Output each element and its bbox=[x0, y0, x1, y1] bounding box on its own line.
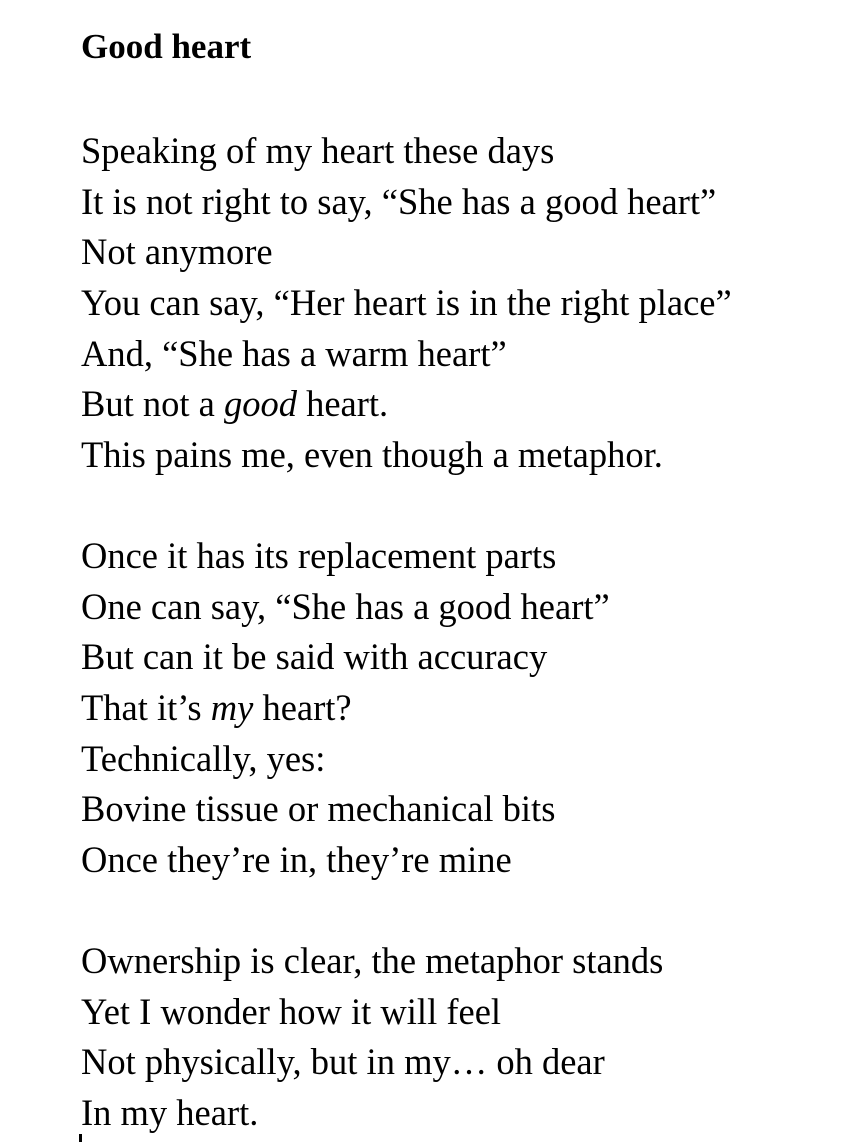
text-cursor bbox=[79, 1134, 82, 1142]
poem-line: Once they’re in, they’re mine bbox=[81, 839, 512, 881]
stanza-3 bbox=[81, 936, 663, 1139]
line-text: But not a bbox=[81, 383, 224, 425]
poem-line: Speaking of my heart these days bbox=[81, 130, 555, 171]
poem-line: Yet I wonder how it will feel bbox=[81, 990, 502, 1032]
line-text: heart? bbox=[253, 687, 352, 729]
poem-line bbox=[81, 683, 610, 734]
poem-line: It is not right to say, “She has a good heart” bbox=[81, 180, 717, 222]
poem-line: Bovine tissue or mechanical bits bbox=[81, 788, 556, 830]
poem-line: You can say, “Her heart is in the right place” bbox=[81, 282, 732, 324]
poem-line: Technically, yes: bbox=[81, 737, 326, 779]
poem-line: But can it be said with accuracy bbox=[81, 636, 548, 678]
poem-line: Not physically, but in my… oh dear bbox=[81, 1041, 605, 1083]
emphasis-text: good bbox=[223, 383, 297, 425]
emphasis-text: my bbox=[210, 687, 254, 729]
poem-title: Good heart bbox=[81, 27, 252, 66]
stanza-1 bbox=[81, 126, 732, 481]
poem-line: Ownership is clear, the metaphor stands bbox=[81, 940, 664, 981]
line-text: heart. bbox=[296, 383, 389, 425]
poem-line: This pains me, even though a metaphor. bbox=[81, 434, 663, 476]
poem-line: In my heart. bbox=[81, 1092, 259, 1134]
poem-line: One can say, “She has a good heart” bbox=[81, 585, 610, 627]
poem-line: Not anymore bbox=[81, 231, 273, 273]
poem-line bbox=[81, 379, 732, 430]
poem-line: Once it has its replacement parts bbox=[81, 535, 557, 576]
line-text: That it’s bbox=[81, 687, 211, 729]
stanza-2 bbox=[81, 531, 610, 886]
poem-line: And, “She has a warm heart” bbox=[81, 332, 507, 374]
